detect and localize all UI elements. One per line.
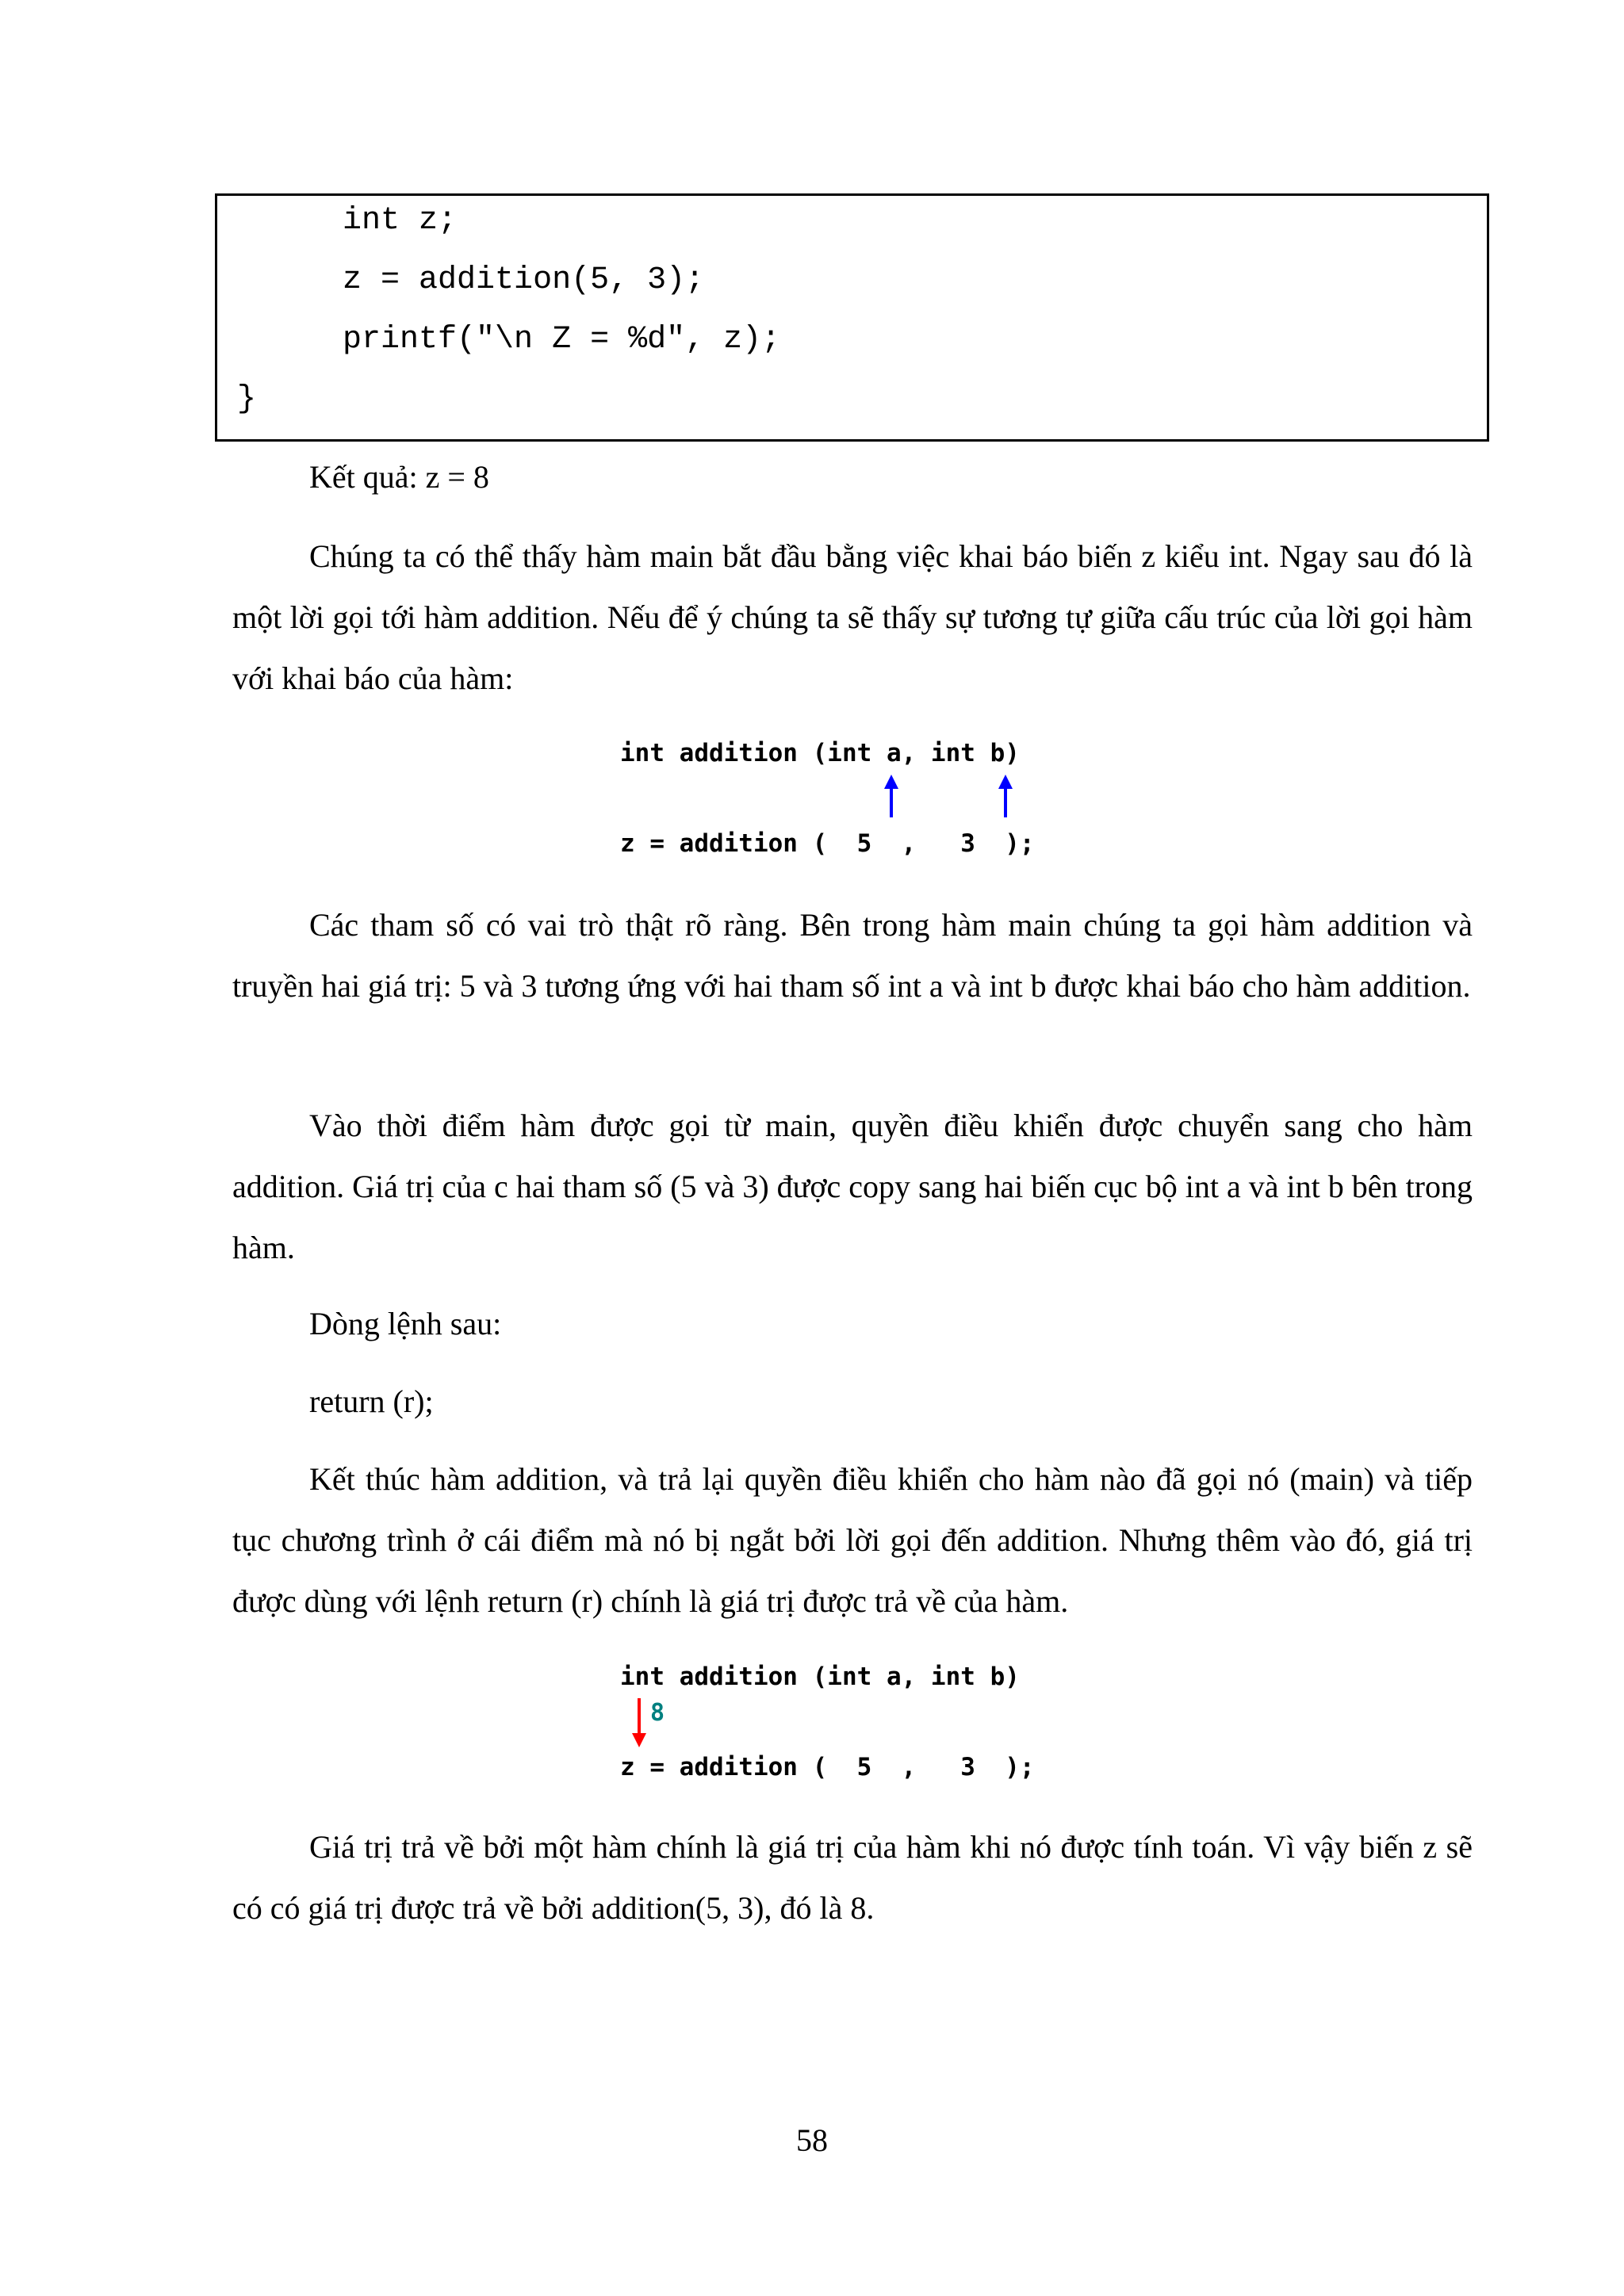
page-number: 58 bbox=[796, 2122, 828, 2158]
paragraph-next-statement: Dòng lệnh sau: bbox=[309, 1306, 502, 1341]
return-statement: return (r); bbox=[309, 1383, 434, 1419]
function-declaration: int addition (int a, int b) bbox=[620, 739, 1020, 767]
function-call: z = addition ( 5 , 3 ); bbox=[620, 1753, 1035, 1781]
arrow-down-icon bbox=[631, 1698, 647, 1747]
return-value-label: 8 bbox=[650, 1699, 665, 1727]
arrow-up-icon bbox=[998, 775, 1013, 819]
code-line: } bbox=[237, 381, 257, 417]
function-call: z = addition ( 5 , 3 ); bbox=[620, 829, 1035, 858]
paragraph-parameter-roles: Các tham số có vai trò thật rõ ràng. Bên trong hàm main chúng ta gọi hàm addition và truyền hai giá trị: 5 và 3 tương ứng với hai tham số int a và int b được khai báo cho hàm addition. bbox=[232, 907, 1473, 1004]
code-line: printf("\n Z = %d", z); bbox=[228, 322, 781, 358]
parameter-passing-diagram bbox=[603, 733, 1126, 868]
result-text: Kết quả: z = 8 bbox=[309, 459, 489, 495]
code-box bbox=[215, 193, 1489, 442]
paragraph-control-transfer: Vào thời điểm hàm được gọi từ main, quyền điều khiển được chuyển sang cho hàm addition. Giá trị của c hai tham số (5 và 3) được copy sang hai biến cục bộ int a và int b bên trong hàm. bbox=[232, 1108, 1473, 1265]
code-line: z = addition(5, 3); bbox=[228, 262, 705, 298]
paragraph-return-value: Giá trị trả về bởi một hàm chính là giá trị của hàm khi nó được tính toán. Vì vậy biến z sẽ có có giá trị được trả về bởi addition(5, 3), đó là 8. bbox=[232, 1829, 1473, 1926]
arrow-up-icon bbox=[883, 775, 899, 819]
paragraph-return-explanation: Kết thúc hàm addition, và trả lại quyền điều khiển cho hàm nào đã gọi nó (main) và tiếp tục chương trình ở cái điểm mà nó bị ngắt bởi lời gọi đến addition. Nhưng thêm vào đó, giá trị được dùng với lệnh return (r) chính là giá trị được trả về của hàm. bbox=[232, 1461, 1473, 1619]
function-declaration: int addition (int a, int b) bbox=[620, 1663, 1020, 1691]
paragraph-function-call-structure: Chúng ta có thể thấy hàm main bắt đầu bằng việc khai báo biến z kiểu int. Ngay sau đó là một lời gọi tới hàm addition. Nếu để ý chúng ta sẽ thấy sự tương tự giữa cấu trúc của lời gọi hàm với khai báo của hàm: bbox=[232, 538, 1473, 696]
code-line: int z; bbox=[228, 203, 458, 239]
return-value-diagram bbox=[603, 1657, 1126, 1792]
